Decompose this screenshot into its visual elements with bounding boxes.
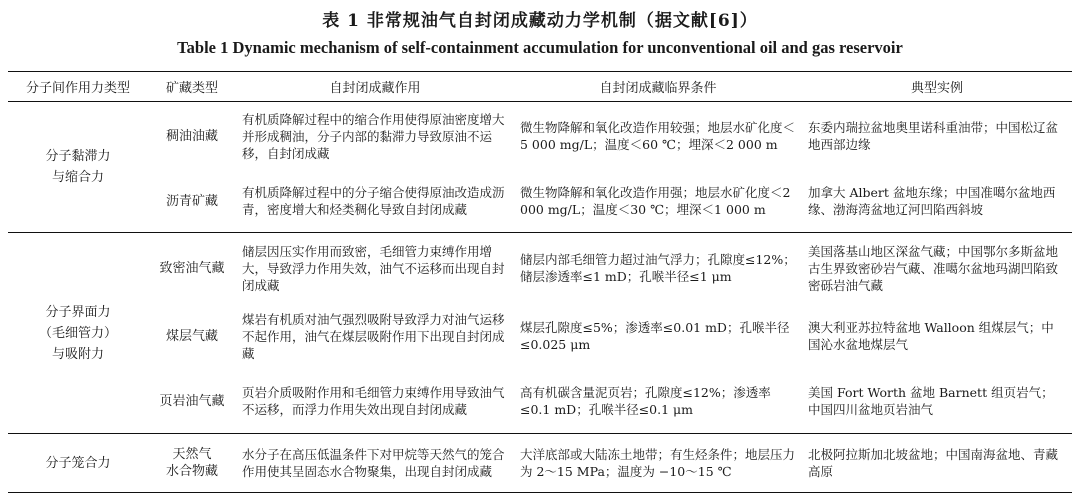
force-type-label: 分子笼合力 bbox=[45, 455, 111, 471]
effect-cell: 有机质降解过程中的缩合作用使得原油密度增大并形成稠油，分子内部的黏滞力导致原油不运移，自封闭成藏 bbox=[242, 111, 505, 161]
table-title-en: Table 1 Dynamic mechanism of self-containment accumulation for unconventional oil and gas reservoir bbox=[177, 38, 903, 57]
reservoir-type-cell bbox=[148, 434, 236, 493]
effect-cell: 页岩介质吸附作用和毛细管力束缚作用导致油气不运移，而浮力作用失效出现自封闭成藏 bbox=[242, 385, 505, 417]
condition-cell: 大洋底部或大陆冻土地带；有生烃条件；地层压力为 2～15 MPa；温度为 −10～15 ℃ bbox=[520, 447, 796, 479]
force-type-label: 分子黏滞力 与缩合力 bbox=[45, 149, 111, 185]
force-type-label: 分子界面力 （毛细管力） 与吸附力 bbox=[38, 304, 117, 362]
condition-cell: 微生物降解和氧化改造作用强；地层水矿化度＜2 000 mg/L；温度＜30 ℃；埋深＜1 000 m bbox=[520, 185, 791, 217]
mechanism-table bbox=[8, 71, 1072, 493]
effect-cell: 储层因压实作用而致密，毛细管力束缚作用增大，导致浮力作用失效，油气不运移而出现自封闭成藏 bbox=[242, 243, 505, 293]
table-title-cn: 表 1 非常规油气自封闭成藏动力学机制（据文献[6]） bbox=[322, 11, 758, 31]
table-row bbox=[8, 170, 1072, 233]
effect-cell: 煤岩有机质对油气强烈吸附导致浮力对油气运移不起作用，油气在煤层吸附作用下出现自封闭成藏 bbox=[242, 311, 505, 361]
header-reservoir-type: 矿藏类型 bbox=[165, 81, 218, 96]
force-type-cell bbox=[8, 233, 148, 434]
effect-cell: 有机质降解过程中的分子缩合使得原油改造成沥青，密度增大和烃类稠化导致自封闭成藏 bbox=[242, 185, 505, 217]
header-row bbox=[8, 72, 1072, 102]
reservoir-type-label: 天然气 水合物藏 bbox=[165, 447, 218, 479]
reservoir-type-cell: 沥青矿藏 bbox=[165, 193, 218, 209]
table-row bbox=[8, 303, 1072, 369]
reservoir-type-cell: 稠油油藏 bbox=[165, 128, 218, 144]
example-cell: 北极阿拉斯加北坡盆地；中国南海盆地、青藏高原 bbox=[808, 447, 1059, 479]
example-cell: 美国 Fort Worth 盆地 Barnett 组页岩气；中国四川盆地页岩油气 bbox=[808, 385, 1054, 417]
effect-cell: 水分子在高压低温条件下对甲烷等天然气的笼合作用使其呈固态水合物聚集，出现自封闭成藏 bbox=[242, 447, 505, 479]
table-row bbox=[8, 434, 1072, 493]
reservoir-type-cell: 煤层气藏 bbox=[165, 328, 218, 344]
reservoir-type-cell: 致密油气藏 bbox=[159, 260, 225, 276]
table-row bbox=[8, 233, 1072, 304]
header-typical-example: 典型实例 bbox=[910, 81, 963, 96]
example-cell: 美国落基山地区深盆气藏；中国鄂尔多斯盆地古生界致密砂岩气藏、准噶尔盆地玛湖凹陷致密砾岩油气藏 bbox=[808, 243, 1059, 293]
condition-cell: 高有机碳含量泥页岩；孔隙度≤12%；渗透率≤0.1 mD；孔喉半径≤0.1 μm bbox=[520, 385, 771, 417]
example-cell: 加拿大 Albert 盆地东缘；中国准噶尔盆地西缘、渤海湾盆地辽河凹陷西斜坡 bbox=[808, 185, 1056, 217]
header-critical-condition: 自封闭成藏临界条件 bbox=[599, 81, 717, 96]
example-cell: 澳大利亚苏拉特盆地 Walloon 组煤层气；中国沁水盆地煤层气 bbox=[808, 320, 1054, 352]
header-force-type: 分子间作用力类型 bbox=[25, 81, 130, 96]
reservoir-type-cell: 页岩油气藏 bbox=[159, 393, 225, 409]
header-accumulation-effect: 自封闭成藏作用 bbox=[329, 81, 421, 96]
condition-cell: 煤层孔隙度≤5%；渗透率≤0.01 mD；孔喉半径≤0.025 μm bbox=[520, 320, 790, 352]
table-row bbox=[8, 369, 1072, 434]
force-type-cell bbox=[8, 434, 148, 493]
force-type-cell bbox=[8, 102, 148, 233]
table-row bbox=[8, 102, 1072, 171]
example-cell: 东委内瑞拉盆地奥里诺科重油带；中国松辽盆地西部边缘 bbox=[808, 120, 1059, 152]
condition-cell: 微生物降解和氧化改造作用较强；地层水矿化度＜5 000 mg/L；温度＜60 ℃；埋深＜2 000 m bbox=[520, 120, 796, 152]
condition-cell: 储层内部毛细管力超过油气浮力；孔隙度≤12%；储层渗透率≤1 mD；孔喉半径≤1 μm bbox=[520, 252, 796, 284]
